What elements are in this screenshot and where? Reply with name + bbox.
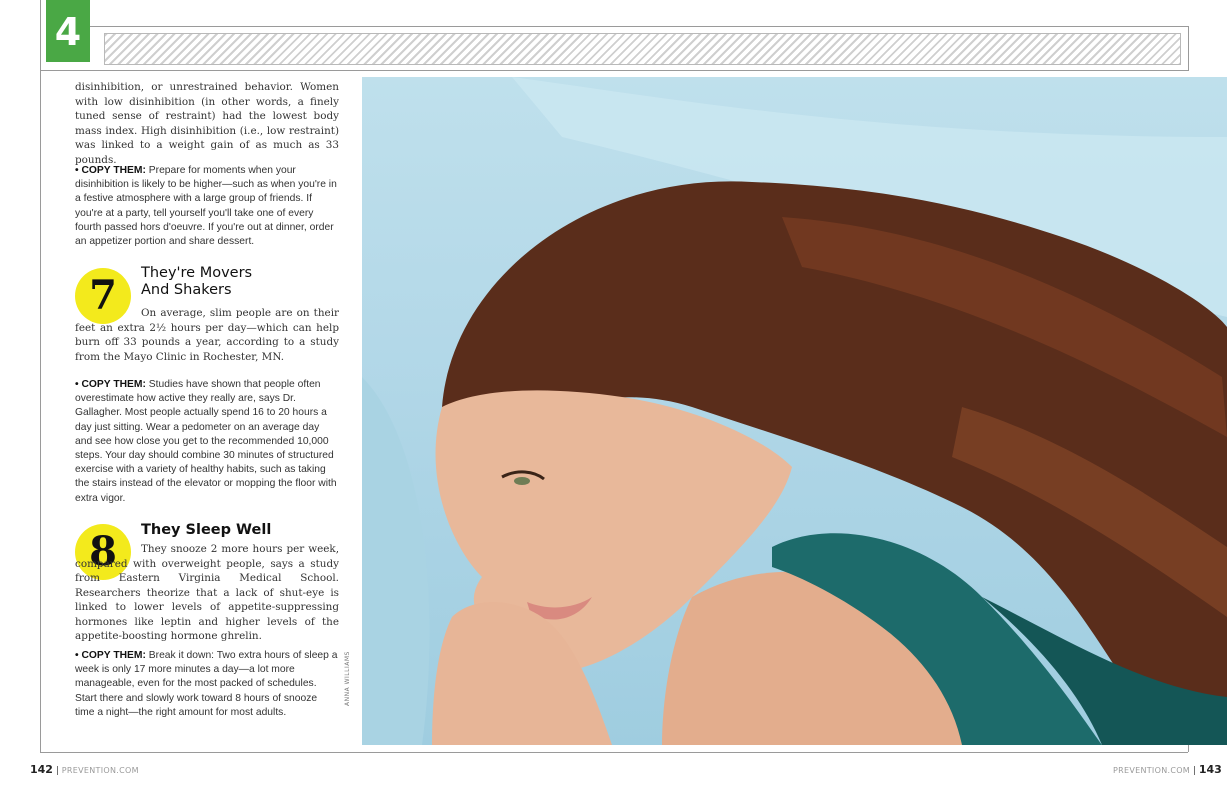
- tip-8-number: 8: [89, 528, 117, 575]
- page-bottom-rule: [40, 752, 1188, 753]
- tip-8-body: They snooze 2 more hours per week, compared with overweight people, says a study from Eastern Virginia Medical School. Researchers theorize that a lack of shut-eye is linked to lower levels of appetite-suppressing hormones like leptin and higher levels of the appetite-boosting hormone ghrelin.: [75, 543, 339, 642]
- photo-illustration: [362, 77, 1227, 745]
- copy-text: Prepare for moments when your disinhibition is likely to be higher—such as when you're in a festive atmosphere with a large group of friends. If you're at a party, tell yourself you'll take one of every fourth passed hors d'oeuvre. If you're out at dinner, order an appetizer portion and share dessert.: [75, 165, 337, 248]
- copy-label: • COPY THEM:: [75, 165, 146, 176]
- header-stripe-band: [104, 33, 1181, 65]
- tip-7-heading-line1: They're Movers: [141, 265, 253, 281]
- woman-sleeping-photo: [362, 77, 1227, 745]
- tip-7-body: On average, slim people are on their feet an extra 2½ hours per day—which can help burn off 33 pounds a year, according to a study from the Mayo Clinic in Rochester, MN.: [75, 307, 339, 363]
- intro-paragraph-block: [75, 80, 339, 167]
- tip-8-heading: They Sleep Well: [141, 522, 272, 538]
- page-left-rule: [40, 0, 41, 752]
- page-right-rule: [1188, 744, 1189, 752]
- tip-8-copy-tip: [75, 649, 339, 720]
- footer-divider: |: [1192, 766, 1196, 776]
- page-number-left: 142: [30, 763, 53, 776]
- intro-paragraph: disinhibition, or unrestrained behavior. Women with low disinhibition (in other words, a finely tuned sense of restraint) had the lowest body mass index. High disinhibition (i.e., low restraint) was linked to a weight gain of as much as 33 pounds.: [75, 81, 339, 166]
- footer-site-left: PREVENTION.COM: [61, 766, 139, 775]
- intro-copy-block: [75, 164, 339, 249]
- header-top-rule: [90, 26, 1188, 27]
- footer-divider: |: [55, 766, 59, 776]
- copy-label: • COPY THEM:: [75, 650, 146, 661]
- tip-7-number: 7: [89, 272, 117, 319]
- section-number: 4: [54, 10, 82, 54]
- header-bottom-rule: [40, 70, 1188, 71]
- footer-site-right: PREVENTION.COM: [1113, 766, 1191, 775]
- tip-8-copy-block: [75, 649, 339, 720]
- footer-right: [1113, 763, 1222, 776]
- tip-7-heading-line2: And Shakers: [141, 282, 232, 298]
- photo-credit: ANNA WILLIAMS: [344, 651, 351, 706]
- copy-text: Studies have shown that people often overestimate how active they really are, says Dr. Gallagher. Most people actually spend 16 to 20 hours a day just sitting. Wear a pedometer on an average day and see how close you get to the recommended 10,000 steps. Your day should combine 30 minutes of structured exercise with a variety of healthy habits, such as taking the stairs instead of the elevator or mopping the floor with extra vigor.: [75, 379, 337, 504]
- tip-7-body-block: [75, 306, 339, 364]
- header-right-rule: [1188, 26, 1189, 71]
- page-number-right: 143: [1198, 763, 1222, 776]
- footer-left: [30, 763, 139, 776]
- tip-7-copy-tip: [75, 378, 339, 506]
- intro-copy-tip: [75, 164, 339, 249]
- tip-7-copy-block: [75, 378, 339, 506]
- tip-8-body-block: [75, 542, 339, 644]
- copy-label: • COPY THEM:: [75, 379, 146, 390]
- copy-text: Break it down: Two extra hours of sleep a week is only 17 more minutes a day—a lot more manageable, even for the most packed of schedules. Start there and slowly work toward 8 hours of snooze time a night—the right amount for most adults.: [75, 650, 338, 718]
